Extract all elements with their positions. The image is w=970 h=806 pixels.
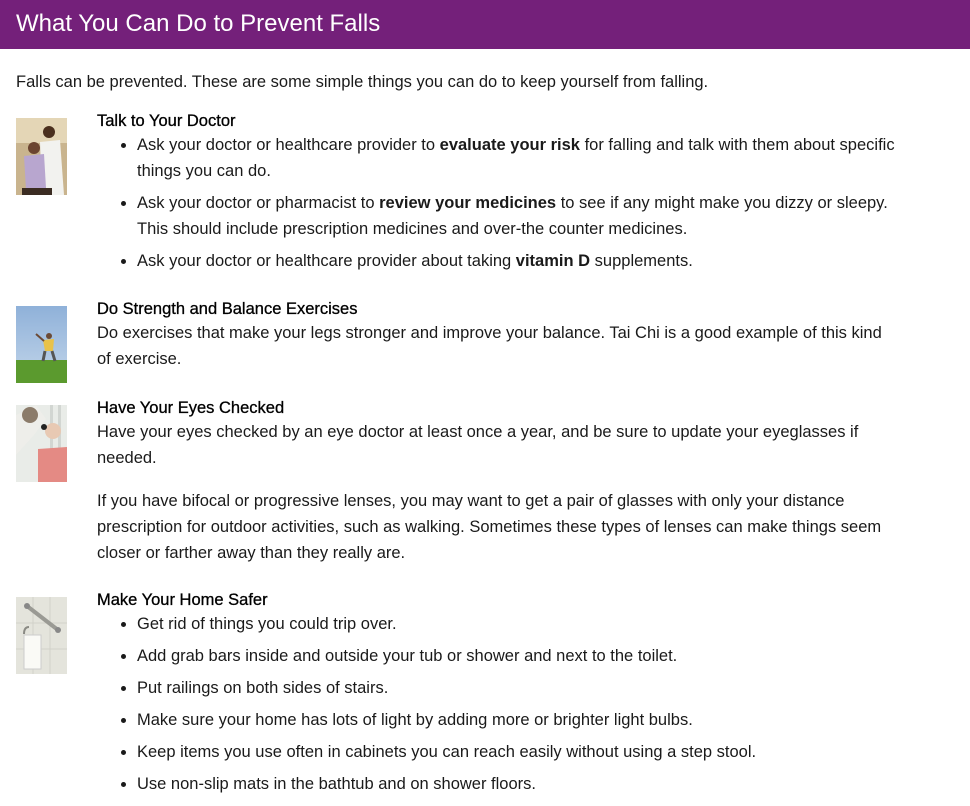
- grab-bar-photo-icon: [16, 597, 67, 674]
- list-item: • Make sure your home has lots of light by adding more or brighter light bulbs.: [137, 707, 897, 733]
- emphasis: vitamin D: [515, 252, 591, 270]
- emphasis: evaluate your risk: [439, 136, 580, 154]
- paragraph: If you have bifocal or progressive lenses, you may want to get a pair of glasses with only your distance prescription for outdoor activities, such as walking. Sometimes these types of lenses can make things seem closer or farther away than they really are.: [97, 492, 882, 562]
- list-item: • Put railings on both sides of stairs.: [137, 675, 897, 701]
- bullet-list: [97, 611, 897, 797]
- list-item: • Use non-slip mats in the bathtub and on shower floors.: [137, 771, 897, 797]
- list-item: [137, 190, 897, 242]
- paragraph: Have your eyes checked by an eye doctor at least once a year, and be sure to update your eyeglasses if needed.: [97, 423, 859, 467]
- list-item: [137, 132, 897, 184]
- text: Ask your doctor or healthcare provider about taking: [137, 252, 516, 270]
- section-heading: Make Your Home Safer: [97, 591, 268, 609]
- eye-exam-photo-icon: [16, 405, 67, 482]
- text: Ask your doctor or healthcare provider to: [137, 136, 440, 154]
- section-heading: Talk to Your Doctor: [97, 112, 236, 130]
- list-item: • Get rid of things you could trip over.: [137, 611, 897, 637]
- intro-text: Falls can be prevented. These are some simple things you can do to keep yourself from falling.: [16, 73, 709, 91]
- section-heading: Do Strength and Balance Exercises: [97, 300, 358, 318]
- text: for falling and talk with them about specific things you can do.: [137, 136, 895, 180]
- list-item: [137, 248, 897, 274]
- section-content: [97, 110, 897, 280]
- list-item: • Keep items you use often in cabinets you can reach easily without using a step stool.: [137, 739, 897, 765]
- section-content: [97, 298, 897, 389]
- emphasis: review your medicines: [379, 194, 557, 212]
- section-content: [97, 589, 897, 803]
- list-item: • Add grab bars inside and outside your tub or shower and next to the toilet.: [137, 643, 897, 669]
- text: to see if any might make you dizzy or sleepy. This should include prescription medicines and over-the counter medicines.: [137, 194, 888, 238]
- bullet-list: [97, 132, 897, 274]
- section-content: [97, 397, 897, 583]
- page-header: [0, 0, 970, 49]
- text: supplements.: [590, 252, 693, 270]
- tai-chi-photo-icon: [16, 306, 67, 383]
- paragraph: Do exercises that make your legs stronger and improve your balance. Tai Chi is a good example of this kind of exercise.: [97, 324, 882, 368]
- section-heading: Have Your Eyes Checked: [97, 399, 285, 417]
- text: Ask your doctor or pharmacist to: [137, 194, 380, 212]
- page-title: What You Can Do to Prevent Falls: [16, 10, 381, 37]
- doctor-patient-photo-icon: [16, 118, 67, 195]
